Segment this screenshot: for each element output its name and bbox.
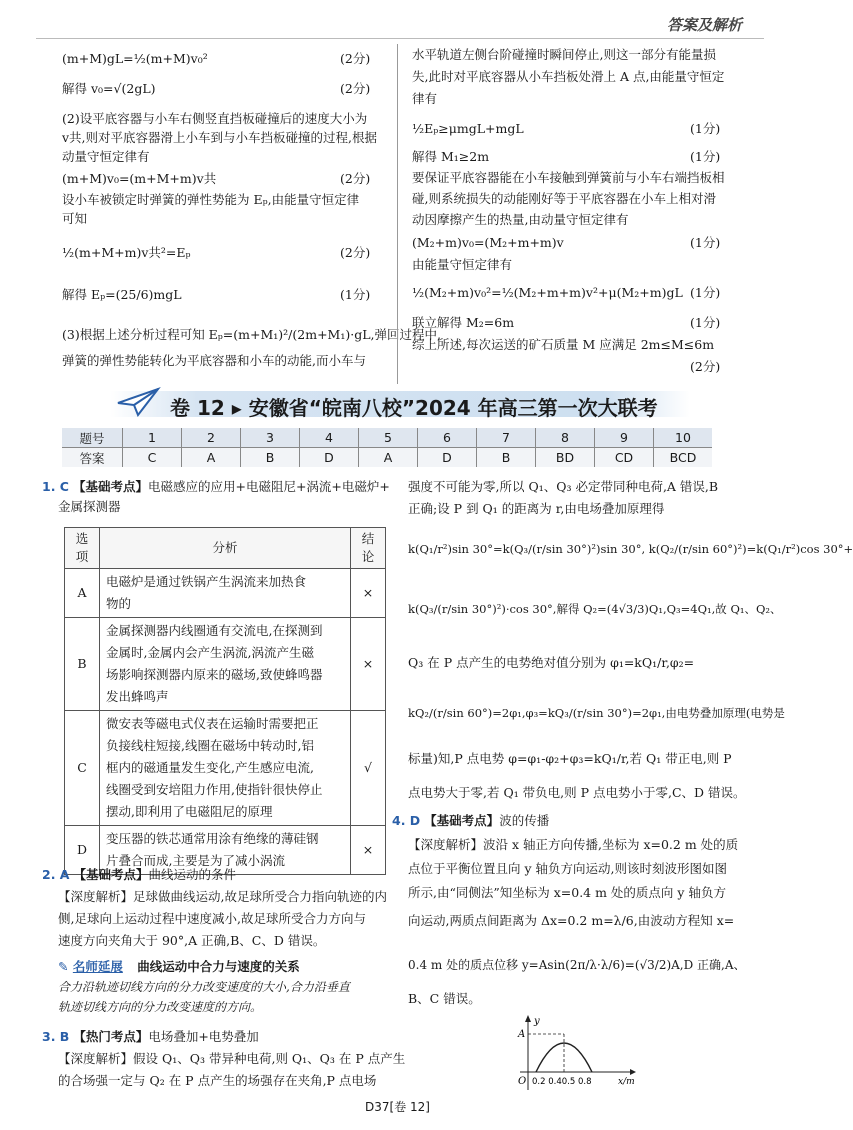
text-line: 合力沿轨迹切线方向的分力改变速度的大小,合力沿垂直 (58, 980, 350, 994)
wave-curve (536, 1043, 592, 1072)
analysis-line: 负接线柱短接,线圈在磁场中转动时,铝 (106, 738, 314, 753)
answer-cell: C (123, 448, 182, 468)
eq-m2: 联立解得 M₂=6m (412, 315, 515, 330)
answer-cell: BCD (654, 448, 713, 468)
col-header-result: 结论 (351, 528, 386, 569)
text-line: 动因摩擦产生的热量,由动量守恒定律有 (412, 212, 629, 227)
q1-topic: 电磁感应的应用+电磁阻尼+涡流+电磁炉+ (147, 479, 390, 494)
analysis-line: 框内的磁通量发生变化,产生感应电流, (106, 760, 314, 775)
analysis-line: 片叠合而成,主要是为了减小涡流 (106, 853, 285, 868)
paper-plane-icon (116, 385, 160, 419)
q3-topic: 电场叠加+电势叠加 (148, 1029, 259, 1044)
text-line: 【深度解析】足球做曲线运动,故足球所受合力指向轨迹的内 (58, 889, 387, 904)
text-line: 0.4 m 处的质点位移 y=Asin(2π/λ·λ/6)=(√3/2)A,D 正确,A、 (408, 958, 746, 972)
answer-table-row-numbers (62, 428, 712, 448)
q4-tag: 【基础考点】 (424, 813, 500, 828)
x-axis-label: x/m (618, 1077, 635, 1087)
extension-title: 名师延展 (72, 959, 123, 974)
eq-field: k(Q₁/r²)sin 30°=k(Q₃/(r/sin 30°)²)sin 30°, k(Q₂/(r/sin 60°)²)=k(Q₁/r²)cos 30°+ (408, 542, 853, 556)
pen-icon: ✎ (58, 959, 69, 974)
q2-topic: 曲线运动的条件 (148, 867, 236, 882)
answer-table (62, 428, 712, 467)
analysis-line: 变压器的铁芯通常用涂有绝缘的薄硅钢 (106, 831, 319, 846)
page-header-title: 答案及解析 (666, 16, 742, 34)
analysis-cell (100, 569, 351, 618)
table-row (65, 618, 386, 711)
row-label: 题号 (62, 428, 123, 448)
question-number: 5 (359, 428, 418, 448)
q1-tag: 【基础考点】 (72, 479, 148, 494)
y-axis-arrow (525, 1015, 531, 1022)
option-label: D (65, 826, 100, 875)
col-header-option: 选项 (65, 528, 100, 569)
result-mark: × (351, 569, 386, 618)
q4-topic: 波的传播 (499, 813, 550, 828)
analysis-line: 金属时,金属内会产生涡流,涡流产生磁 (106, 645, 314, 660)
score: (2分) (340, 171, 371, 186)
option-label: B (65, 618, 100, 711)
question-number: 7 (477, 428, 536, 448)
text-line: 【深度解析】波沿 x 轴正方向传播,坐标为 x=0.2 m 处的质 (408, 837, 739, 852)
score: (2分) (690, 359, 721, 374)
question-number: 10 (654, 428, 713, 448)
eq-ep: ½(m+M+m)v共²=Eₚ (62, 245, 191, 260)
text-line: 要保证平底容器能在小车接触到弹簧前与小车右端挡板相 (412, 170, 725, 185)
result-mark: × (351, 618, 386, 711)
result-mark: √ (351, 711, 386, 826)
q4-number: 4. D (392, 813, 421, 828)
eq-field-2: k(Q₃/(r/sin 30°)²)·cos 30°,解得 Q₂=(4√3/3)Q₁,Q₃=4Q₁,故 Q₁、Q₂、 (408, 602, 782, 616)
answer-cell: A (182, 448, 241, 468)
x-axis-arrow (630, 1069, 636, 1075)
analysis-line: 电磁炉是通过铁锅产生涡流来加热食 (106, 574, 307, 589)
page-footer: D37[卷 12] (365, 1100, 430, 1114)
origin-label: O (518, 1076, 527, 1087)
score: (2分) (340, 51, 371, 66)
text-line: 可知 (62, 211, 88, 226)
q1-topic-cont: 金属探测器 (58, 499, 121, 514)
extension-topic: 曲线运动中合力与速度的关系 (137, 959, 300, 974)
text-line: 标量)知,P 点电势 φ=φ₁-φ₂+φ₃=kQ₁/r,若 Q₁ 带正电,则 P (408, 751, 732, 766)
q2-heading (42, 866, 236, 884)
text-line: 强度不可能为零,所以 Q₁、Q₃ 必定带同种电荷,A 错误,B (408, 479, 719, 494)
text-line: Q₃ 在 P 点产生的电势绝对值分别为 φ₁=kQ₁/r,φ₂= (408, 655, 695, 670)
question-number: 2 (182, 428, 241, 448)
analysis-cell (100, 711, 351, 826)
score: (1分) (340, 287, 371, 302)
table-header-row (65, 528, 386, 569)
score: (1分) (690, 121, 721, 136)
analysis-line: 线圈受到安培阻力作用,使指针很快停止 (106, 782, 323, 797)
q2-tag: 【基础考点】 (73, 867, 149, 882)
score: (1分) (690, 149, 721, 164)
text-line: 碰,则系统损失的动能刚好等于平底容器在小车上相对滑 (412, 191, 716, 206)
question-number: 9 (595, 428, 654, 448)
header-rule (36, 38, 764, 39)
answer-cell: D (418, 448, 477, 468)
answer-cell: BD (536, 448, 595, 468)
q1-number: 1. C (42, 479, 69, 494)
eq-energy: (m+M)gL=½(m+M)v₀² (62, 51, 208, 66)
question-number: 1 (123, 428, 182, 448)
q2-number: 2. A (42, 867, 70, 882)
eq-momentum-2: (M₂+m)v₀=(M₂+m+m)v (412, 235, 564, 250)
option-label: C (65, 711, 100, 826)
text-line: 水平轨道左侧台阶碰撞时瞬间停止,则这一部分有能量损 (412, 47, 716, 62)
text-line: 所示,由“同侧法”知坐标为 x=0.4 m 处的质点向 y 轴负方 (408, 885, 726, 900)
text-line: 动量守恒定律有 (62, 149, 150, 164)
answer-cell: B (241, 448, 300, 468)
analysis-line: 物的 (106, 596, 132, 611)
col-header-analysis: 分析 (100, 528, 351, 569)
table-row (65, 711, 386, 826)
row-label: 答案 (62, 448, 123, 468)
answer-cell: CD (595, 448, 654, 468)
text-line: v共,则对平底容器滑上小车到与小车挡板碰撞的过程,根据 (62, 130, 378, 145)
column-divider (397, 44, 398, 384)
score: (1分) (690, 285, 721, 300)
analysis-cell (100, 618, 351, 711)
result-mark: × (351, 826, 386, 875)
table-row (65, 569, 386, 618)
q3-number: 3. B (42, 1029, 70, 1044)
answer-cell: A (359, 448, 418, 468)
analysis-line: 微安表等磁电式仪表在运输时需要把正 (106, 716, 319, 731)
eq-potential: kQ₂/(r/sin 60°)=2φ₁,φ₃=kQ₃/(r/sin 30°)=2φ₁,由电势叠加原理(电势是 (408, 706, 785, 720)
text-line: 的合场强一定与 Q₂ 在 P 点产生的场强存在夹角,P 点电场 (58, 1073, 377, 1088)
answer-cell: D (300, 448, 359, 468)
text-line: 向运动,两质点间距离为 Δx=0.2 m=λ/6,由波动方程知 x= (408, 913, 735, 928)
eq-ep-result: 解得 Eₚ=(25/6)mgL (62, 287, 182, 302)
option-label: A (65, 569, 100, 618)
score: (2分) (340, 245, 371, 260)
text-line: 律有 (412, 91, 438, 106)
q3-heading (42, 1028, 259, 1046)
text-line: (3)根据上述分析过程可知 Eₚ=(m+M₁)²/(2m+M₁)·gL,弹回过程中, (62, 327, 441, 342)
banner-title: 卷 12 ▸ 安徽省“皖南八校”2024 年高三第一次大联考 (170, 396, 658, 420)
question-number: 4 (300, 428, 359, 448)
q1-analysis-table (64, 527, 386, 875)
text-line: 侧,足球向上运动过程中速度减小,故足球所受合力方向与 (58, 911, 366, 926)
q3-tag: 【热门考点】 (73, 1029, 149, 1044)
amplitude-label: A (518, 1029, 526, 1040)
question-number: 3 (241, 428, 300, 448)
text-line: 失,此时对平底容器从小车挡板处滑上 A 点,由能量守恒定 (412, 69, 725, 84)
eq-v0: 解得 v₀=√(2gL) (62, 81, 156, 96)
text-line: 【深度解析】假设 Q₁、Q₃ 带异种电荷,则 Q₁、Q₃ 在 P 点产生 (58, 1051, 406, 1066)
eq-m1: 解得 M₁≥2m (412, 149, 490, 164)
eq-energy-ineq: ½Eₚ≥μmgL+mgL (412, 121, 524, 136)
eq-momentum: (m+M)v₀=(m+M+m)v共 (62, 171, 217, 186)
extension-heading (58, 957, 300, 975)
y-axis-label: y (534, 1016, 540, 1027)
score: (1分) (690, 315, 721, 330)
text-line: 点电势大于零,若 Q₁ 带负电,则 P 点电势小于零,C、D 错误。 (408, 785, 746, 800)
text-line: 速度方向夹角大于 90°,A 正确,B、C、D 错误。 (58, 933, 326, 948)
wave-graph (500, 1012, 660, 1096)
eq-energy-2: ½(M₂+m)v₀²=½(M₂+m+m)v²+μ(M₂+m)gL (412, 285, 683, 300)
text-line: 由能量守恒定律有 (412, 257, 513, 272)
text-line: (2)设平底容器与小车右侧竖直挡板碰撞后的速度大小为 (62, 111, 368, 126)
question-number: 6 (418, 428, 477, 448)
text-line: 综上所述,每次运送的矿石质量 M 应满足 2m≤M≤6m (412, 337, 715, 352)
analysis-line: 金属探测器内线圈通有交流电,在探测到 (106, 623, 323, 638)
text-line: 弹簧的弹性势能转化为平底容器和小车的动能,而小车与 (62, 353, 366, 368)
score: (2分) (340, 81, 371, 96)
text-line: 正确;设 P 到 Q₁ 的距离为 r,由电场叠加原理得 (408, 501, 665, 516)
text-line: 设小车被锁定时弹簧的弹性势能为 Eₚ,由能量守恒定律 (62, 192, 360, 207)
question-number: 8 (536, 428, 595, 448)
x-tick-labels: 0.2 0.40.5 0.8 (532, 1077, 592, 1087)
q1-heading (42, 478, 390, 496)
answer-table-row-answers (62, 448, 712, 468)
text-line: B、C 错误。 (408, 991, 481, 1006)
analysis-line: 发出蜂鸣声 (106, 689, 169, 704)
score: (1分) (690, 235, 721, 250)
analysis-line: 摆动,即利用了电磁阻尼的原理 (106, 804, 273, 819)
text-line: 点位于平衡位置且向 y 轴负方向运动,则该时刻波形图如图 (408, 861, 727, 876)
section-banner (110, 385, 690, 421)
text-line: 轨迹切线方向的分力改变速度的方向。 (58, 1000, 263, 1014)
q4-heading (392, 812, 549, 830)
answer-cell: B (477, 448, 536, 468)
analysis-line: 场影响探测器内原来的磁场,致使蜂鸣器 (106, 667, 323, 682)
